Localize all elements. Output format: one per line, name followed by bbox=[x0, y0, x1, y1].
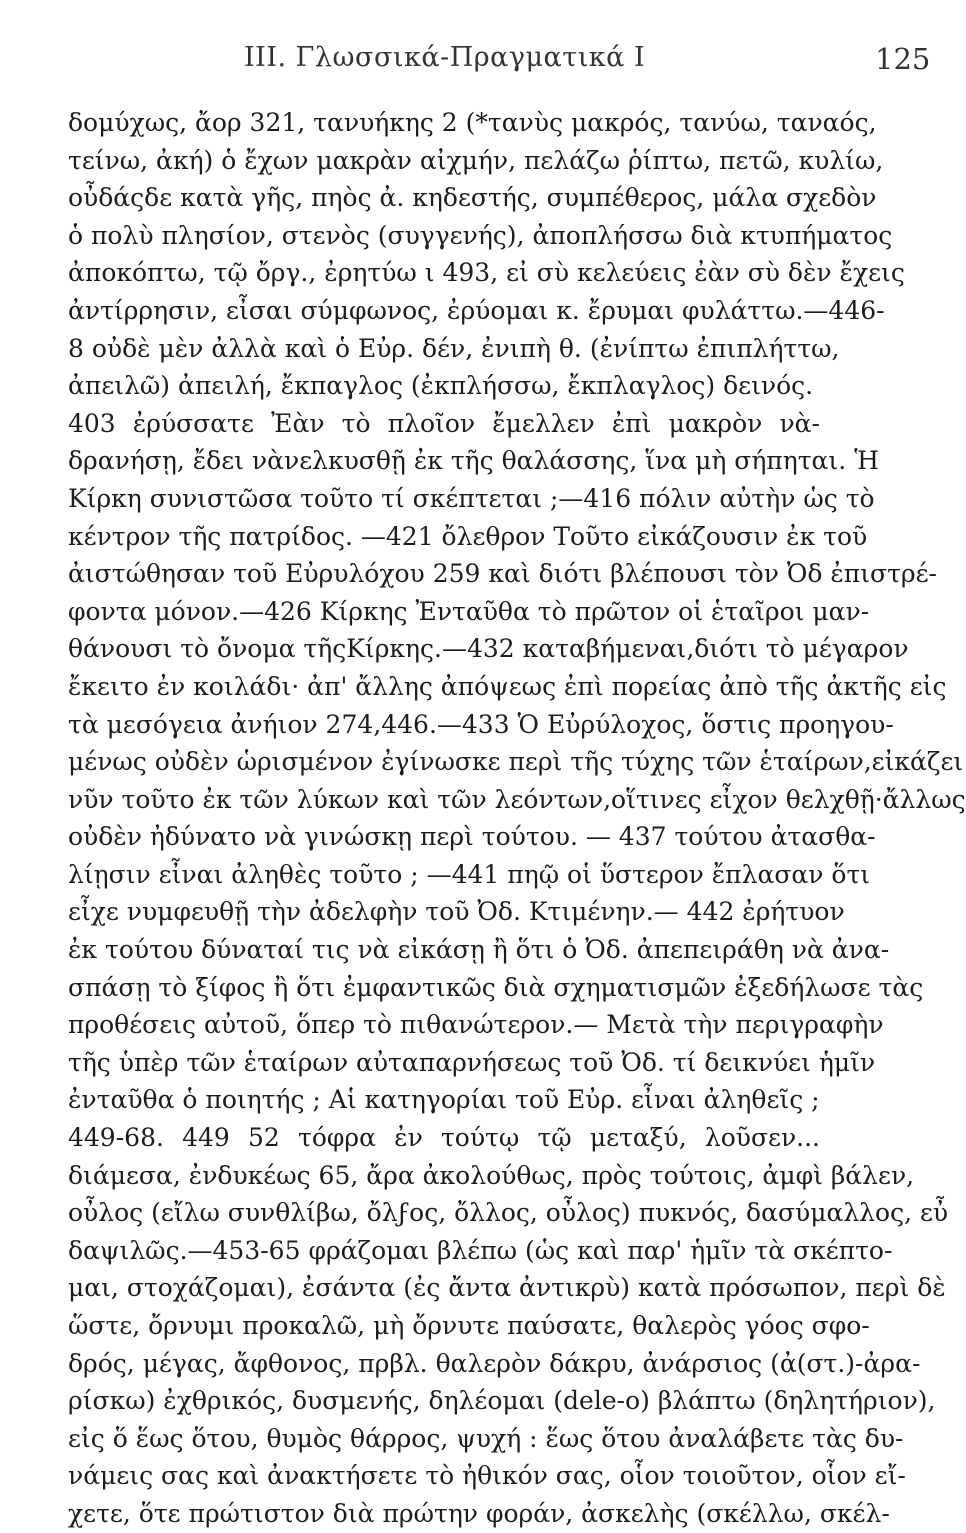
commentary-text bbox=[68, 104, 966, 1533]
page-header bbox=[0, 38, 955, 78]
text-line: χετε, ὅτε πρώτιστον διὰ πρώτην φοράν, ἀσκελὴς (σκέλλω, σκέλ- bbox=[68, 1498, 890, 1528]
text-line: ρίσκω) ἐχθρικός, δυσμενής, δηλέομαι (dele-o) βλάπτω (δηλητήριον), bbox=[68, 1386, 936, 1416]
text-line: ἐκ τούτου δύναταί τις νὰ εἰκάσῃ ἢ ὅτι ὁ Ὀδ. ἀπεπειράθη νὰ ἀνα- bbox=[68, 935, 890, 965]
text-line: Κίρκη συνιστῶσα τοῦτο τί σκέπτεται ;—416 πόλιν αὐτὴν ὡς τὸ bbox=[68, 483, 875, 513]
text-line: δρανήσῃ, ἔδει νὰνελκυσθῇ ἐκ τῆς θαλάσσης, ἵνα μὴ σήπηται. Ἡ bbox=[68, 446, 879, 476]
text-line: θάνουσι τὸ ὄνομα τῆςΚίρκης.—432 καταβήμεναι,διότι τὸ μέγαρον bbox=[68, 634, 909, 664]
text-line: ἐνταῦθα ὁ ποιητής ; Αἱ κατηγορίαι τοῦ Εὐρ. εἶναι ἀληθεῖς ; bbox=[68, 1085, 820, 1115]
text-line: ἀποκόπτω, τῷ ὄργ., ἐρητύω ι 493, εἰ σὺ κελεύεις ἐὰν σὺ δὲν ἔχεις bbox=[68, 258, 905, 288]
text-line: 403 ἐρύσσατε Ἐὰν τὸ πλοῖον ἔμελλεν ἐπὶ μακρὸν νὰ- bbox=[68, 408, 820, 438]
text-line: τῆς ὑπὲρ τῶν ἑταίρων αὐταπαρνήσεως τοῦ Ὀδ. τί δεικνύει ἡμῖν bbox=[68, 1047, 876, 1077]
text-line: οὖδάςδε κατὰ γῆς, πηὸς ἀ. κηδεστής, συμπέθερος, μάλα σχεδὸν bbox=[68, 183, 877, 213]
text-line: οὐδὲν ἠδύνατο νὰ γινώσκῃ περὶ τούτου. — 437 τούτου ἀτασθα- bbox=[68, 822, 876, 852]
text-line: μαι, στοχάζομαι), ἐσάντα (ἐς ἄντα ἀντικρὺ) κατὰ πρόσωπον, περὶ δὲ bbox=[68, 1273, 946, 1303]
running-head: III. Γλωσσικά-Πραγματικά I bbox=[244, 42, 646, 73]
text-line: νάμεις σας καὶ ἀνακτήσετε τὸ ἠθικόν σας, οἷον τοιοῦτον, οἷον εἴ- bbox=[68, 1461, 906, 1491]
text-line: σπάσῃ τὸ ξίφος ἢ ὅτι ἐμφαντικῶς διὰ σχηματισμῶν ἐξεδήλωσε τὰς bbox=[68, 972, 924, 1002]
text-line: ἀντίρρησιν, εἶσαι σύμφωνος, ἐρύομαι κ. ἔρυμαι φυλάττω.—446- bbox=[68, 295, 885, 325]
text-line: ἀπειλῶ) ἀπειλή, ἔκπαγλος (ἐκπλήσσω, ἔκπλαγλος) δεινός. bbox=[68, 371, 814, 401]
text-line: ἔκειτο ἐν κοιλάδι· ἀπ' ἄλλης ἀπόψεως ἐπὶ πορείας ἀπὸ τῆς ἀκτῆς εἰς bbox=[68, 671, 947, 701]
text-line: οὖλος (εἴλω συνθλίβω, ὄλϝος, ὄλλος, οὖλος) πυκνός, δασύμαλλος, εὖ bbox=[68, 1198, 949, 1228]
text-line: νῦν τοῦτο ἐκ τῶν λύκων καὶ τῶν λεόντων,οἵτινες εἶχον θελχθῇ·ἄλλως bbox=[68, 784, 966, 814]
text-line: προθέσεις αὐτοῦ, ὅπερ τὸ πιθανώτερον.— Μετὰ τὴν περιγραφὴν bbox=[68, 1010, 884, 1040]
text-line: εἶχε νυμφευθῇ τὴν ἀδελφὴν τοῦ Ὀδ. Κτιμένην.— 442 ἐρήτυον bbox=[68, 897, 845, 927]
page-number: 125 bbox=[875, 42, 931, 76]
text-line: τείνω, ἀκή) ὁ ἔχων μακρὰν αἰχμήν, πελάζω ῥίπτω, πετῶ, κυλίω, bbox=[68, 145, 884, 175]
text-line: κέντρον τῆς πατρίδος. —421 ὄλεθρον Τοῦτο εἰκάζουσιν ἐκ τοῦ bbox=[68, 521, 868, 551]
text-line: εἰς ὅ ἕως ὅτου, θυμὸς θάρρος, ψυχή : ἕως ὅτου ἀναλάβετε τὰς δυ- bbox=[68, 1423, 904, 1453]
text-line: λίῃσιν εἶναι ἀληθὲς τοῦτο ; —441 πηῷ οἱ ὕστερον ἔπλασαν ὅτι bbox=[68, 859, 871, 889]
text-line: ἀιστώθησαν τοῦ Εὐρυλόχου 259 καὶ διότι βλέπουσι τὸν Ὀδ ἐπιστρέ- bbox=[68, 559, 938, 589]
text-line: δρός, μέγας, ἄφθονος, πρβλ. θαλερὸν δάκρυ, ἀνάρσιος (ἀ(στ.)-ἀρα- bbox=[68, 1348, 921, 1378]
text-line: 8 οὐδὲ μὲν ἀλλὰ καὶ ὁ Εὐρ. δέν, ἐνιπὴ θ. (ἐνίπτω ἐπιπλήττω, bbox=[68, 333, 840, 363]
text-line: διάμεσα, ἐνδυκέως 65, ἄρα ἀκολούθως, πρὸς τούτοις, ἀμφὶ βάλεν, bbox=[68, 1160, 915, 1190]
text-line: ὥστε, ὄρνυμι προκαλῶ, μὴ ὄρνυτε παύσατε, θαλερὸς γόος σφο- bbox=[68, 1311, 870, 1340]
text-line: τὰ μεσόγεια ἀνήιον 274,446.—433 Ὁ Εὐρύλοχος, ὅστις προηγου- bbox=[68, 709, 894, 739]
text-line: ὁ πολὺ πλησίον, στενὸς (συγγενής), ἀποπλήσσω διὰ κτυπήματος bbox=[68, 220, 893, 250]
text-line: δομύχως, ἄορ 321, τανυήκης 2 (*τανὺς μακρός, τανύω, ταναός, bbox=[68, 108, 877, 137]
text-line: δαψιλῶς.—453-65 φράζομαι βλέπω (ὡς καὶ παρ' ἡμῖν τὰ σκέπτο- bbox=[68, 1235, 893, 1265]
text-line: 449-68. 449 52 τόφρα ἐν τούτῳ τῷ μεταξύ, λοῦσεν... bbox=[68, 1123, 820, 1153]
text-line: μένως οὐδὲν ὡρισμένον ἐγίνωσκε περὶ τῆς τύχης τῶν ἑταίρων,εἰκάζει bbox=[68, 747, 964, 777]
text-line: φοντα μόνον.—426 Κίρκης Ἐνταῦθα τὸ πρῶτον οἱ ἑταῖροι μαν- bbox=[68, 596, 870, 626]
